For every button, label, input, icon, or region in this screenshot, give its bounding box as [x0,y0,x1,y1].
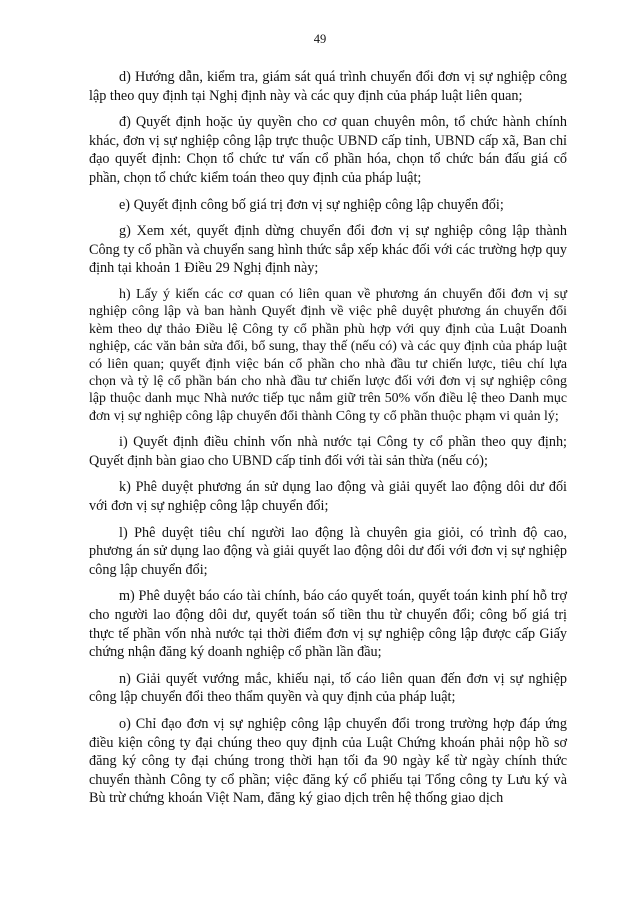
paragraph-d: d) Hướng dẫn, kiểm tra, giám sát quá trình chuyển đổi đơn vị sự nghiệp công lập theo quy định tại Nghị định này và các quy định của pháp luật liên quan; [89,69,567,104]
paragraph-o: o) Chỉ đạo đơn vị sự nghiệp công lập chuyển đổi trong trường hợp đáp ứng điều kiện công ty đại chúng theo quy định của Luật Chứng khoán phải nộp hồ sơ đăng ký công ty đại chúng trong thời hạn tối đa 90 ngày kể từ ngày chính thức chuyển thành Công ty cổ phần; việc đăng ký cổ phiếu tại Tổng công ty Lưu ký và Bù trừ chứng khoán Việt Nam, đăng ký giao dịch trên hệ thống giao dịch [89,715,567,807]
paragraph-i: i) Quyết định điều chỉnh vốn nhà nước tại Công ty cổ phần theo quy định; Quyết định bàn giao cho UBND cấp tỉnh đối với tài sản thừa (nếu có); [89,434,567,469]
document-body [89,68,567,808]
paragraph-n: n) Giải quyết vướng mắc, khiếu nại, tố cáo liên quan đến đơn vị sự nghiệp công lập chuyển đổi theo thẩm quyền và quy định của pháp luật; [89,670,567,706]
paragraph-h: h) Lấy ý kiến các cơ quan có liên quan về phương án chuyển đổi đơn vị sự nghiệp công lập và ban hành Quyết định về việc phê duyệt phương án chuyển đổi kèm theo dự thảo Điều lệ Công ty cổ phần phù hợp với quy định của Luật Doanh nghiệp, các văn bản sửa đổi, bổ sung, thay thế (nếu có) và các quy định của pháp luật có liên quan; quyết định việc bán cổ phần cho nhà đầu tư chiến lược, tiêu chí lựa chọn và tỷ lệ cổ phần bán cho nhà đầu tư chiến lược đối với đơn vị sự nghiệp công lập thuộc danh mục Nhà nước tiếp tục nắm giữ trên 50% vốn điều lệ theo Danh mục đơn vị sự nghiệp công lập chuyển đổi thành Công ty cổ phần thuộc phạm vi quản lý; [89,286,567,424]
paragraph-k: k) Phê duyệt phương án sử dụng lao động và giải quyết lao động dôi dư đối với đơn vị sự nghiệp công lập chuyển đổi; [89,479,567,514]
paragraph-m: m) Phê duyệt báo cáo tài chính, báo cáo quyết toán, quyết toán kinh phí hỗ trợ cho người lao động dôi dư, quyết toán số tiền thu từ chuyển đổi; công bố giá trị thực tế phần vốn nhà nước tại thời điểm đơn vị sự nghiệp công lập được cấp Giấy chứng nhận đăng ký doanh nghiệp cổ phần lần đầu; [89,588,567,661]
paragraph-l: l) Phê duyệt tiêu chí người lao động là chuyên gia giỏi, có trình độ cao, phương án sử dụng lao động và giải quyết lao động dôi dư đối với đơn vị sự nghiệp công lập chuyển đổi; [89,524,567,578]
paragraph-dd: đ) Quyết định hoặc ủy quyền cho cơ quan chuyên môn, tổ chức hành chính khác, đơn vị sự nghiệp công lập trực thuộc UBND cấp tỉnh, UBND cấp xã, Ban chỉ đạo quyết định: Chọn tổ chức tư vấn cổ phần hóa, chọn tổ chức bán đấu giá cổ phần, chọn tổ chức kiểm toán theo quy định của pháp luật; [89,114,567,186]
paragraph-e: e) Quyết định công bố giá trị đơn vị sự nghiệp công lập chuyển đổi; [119,196,504,213]
page-number: 49 [313,32,327,46]
paragraph-g: g) Xem xét, quyết định dừng chuyển đổi đơn vị sự nghiệp công lập thành Công ty cổ phần và chuyển sang hình thức sắp xếp khác đối với các trường hợp quy định tại khoản 1 Điều 29 Nghị định này; [89,223,567,277]
